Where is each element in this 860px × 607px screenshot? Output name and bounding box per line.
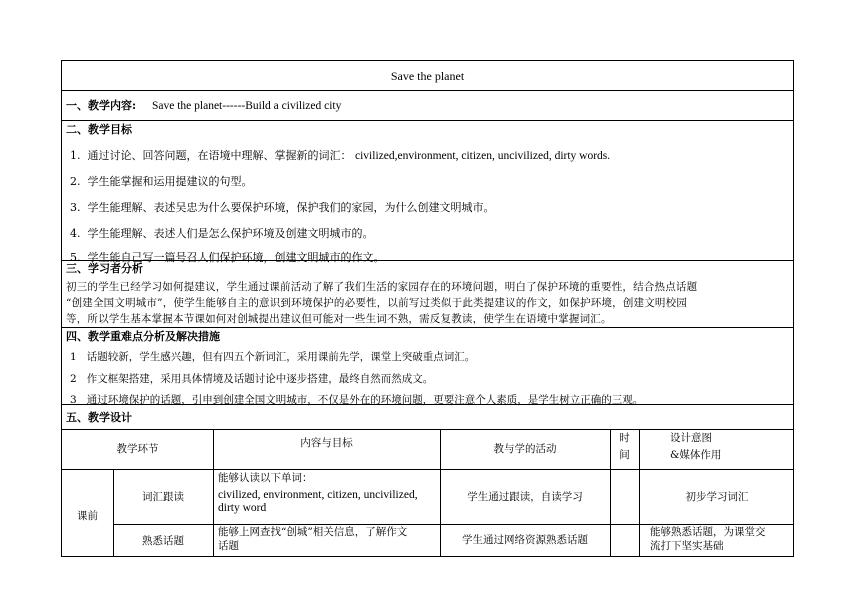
section-content-row [62, 90, 793, 120]
document-title: Save the planet [390, 69, 465, 83]
section-learner-analysis-row [62, 260, 793, 328]
objective-item: 1. 通过讨论、回答问题，在语境中理解、掌握新的词汇： civilized,environment, citizen, uncivilized, dirty words. [70, 149, 611, 162]
section-2-label: 二、教学目标 [66, 123, 132, 136]
objective-item: 2. 学生能掌握和运用提建议的句型。 [70, 175, 253, 188]
header-design: 设计意图 &媒体作用 [670, 432, 722, 461]
section-objectives-row [62, 120, 793, 263]
group-label-before-class: 课前 [77, 510, 98, 522]
section-design-row [62, 404, 793, 430]
design-table [62, 429, 793, 556]
section-key-points-row [62, 327, 793, 408]
section-3-label: 三、学习者分析 [66, 262, 143, 275]
table-rule [62, 469, 793, 470]
objective-item: 4. 学生能理解、表述人们是怎么保护环境及创建文明城市的。 [70, 227, 374, 240]
step-content: 能够上网查找“创城”相关信息，了解作文 话题 [218, 526, 408, 552]
section-1-text: Save the planet------Build a civilized city [152, 100, 342, 112]
section-1-label: 一、教学内容: [66, 99, 137, 112]
learner-analysis-line: 初三的学生已经学习如何提建议，学生通过课前活动了解了我们生活的家园存在的环境问题，明白了保护环境的重要性，结合热点话题 [66, 281, 698, 293]
header-stage: 教学环节 [116, 443, 159, 455]
lesson-plan-document [61, 60, 794, 557]
step-label: 熟悉话题 [142, 535, 184, 547]
objective-item: 3. 学生能理解、表述吴忠为什么要保护环境，保护我们的家园，为什么创建文明城市。 [70, 201, 495, 214]
step-label: 词汇跟读 [142, 491, 184, 503]
learner-analysis-line: 等，所以学生基本掌握本节课如何对创城提出建议但可能对一些生词不熟，需反复教读，使学生在语境中掌握词汇。 [66, 313, 612, 325]
section-4-label: 四、教学重难点分析及解决措施 [66, 330, 220, 343]
step-content: 能够认读以下单词： civilized, environment, citizen, uncivilized, dirty word [218, 472, 418, 514]
table-rule [62, 429, 793, 430]
table-rule [113, 524, 793, 525]
header-content: 内容与目标 [300, 437, 353, 449]
step-activity: 学生通过跟读，自读学习 [467, 491, 583, 503]
key-point-item: 1 话题较新，学生感兴趣，但有四五个新词汇，采用课前先学，课堂上突破重点词汇。 [70, 351, 476, 363]
objective-item: 5. 学生能自己写一篇号召人们保护环境，创建文明城市的作文。 [70, 251, 385, 264]
header-activity: 教与学的活动 [493, 443, 557, 455]
key-point-item: 2 作文框架搭建，采用具体情境及话题讨论中逐步搭建，最终自然而然成文。 [70, 373, 434, 385]
key-point-item: 3 通过环境保护的话题，引申到创建全国文明城市，不仅是外在的环境问题，更要注意个人素质，是学生树立正确的三观。 [70, 394, 644, 406]
learner-analysis-line: “创建全国文明城市”，使学生能够自主的意识到环境保护的必要性，以前写过类似于此类提建议的作文，如保护环境，创建文明校园 [66, 297, 688, 309]
header-time: 时 间 [619, 432, 630, 461]
step-activity: 学生通过网络资源熟悉话题 [462, 534, 588, 546]
step-design: 能够熟悉话题，为课堂交 流打下坚实基础 [650, 526, 766, 552]
step-design: 初步学习词汇 [685, 491, 749, 503]
section-5-label: 五、教学设计 [66, 411, 132, 424]
